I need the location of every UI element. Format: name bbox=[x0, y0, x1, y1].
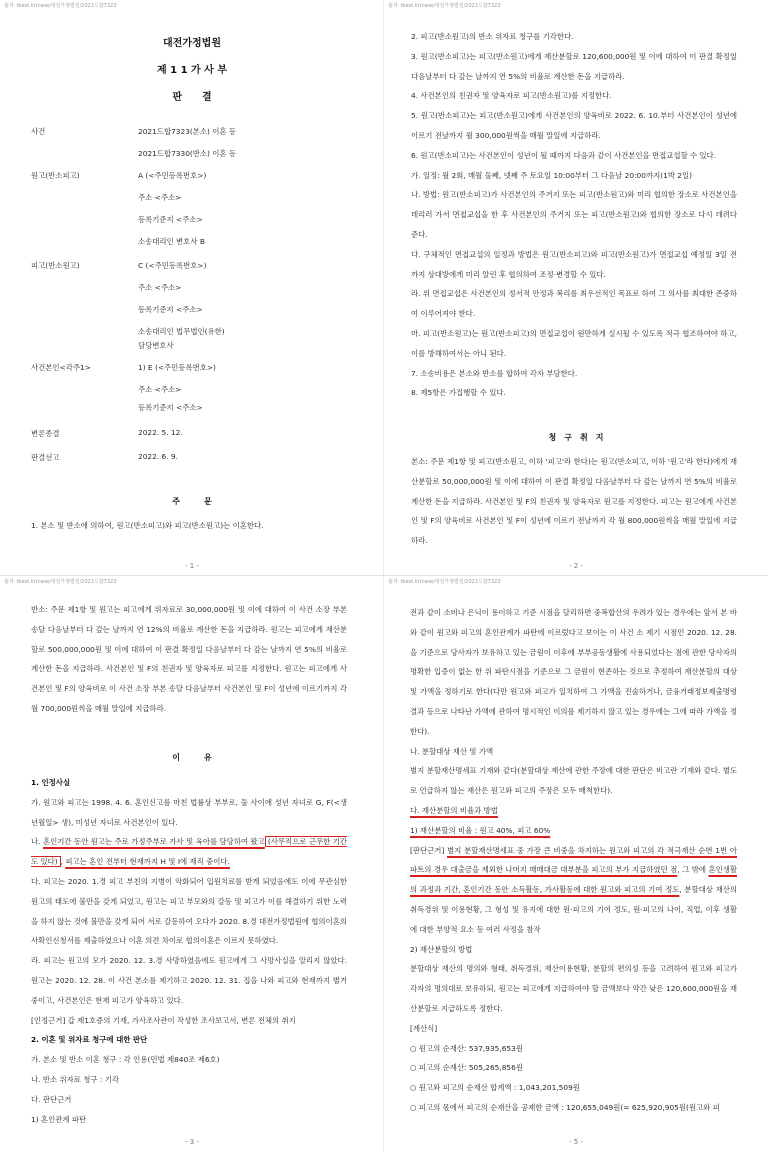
divorce-sub1: 1) 혼인관계 파탄 bbox=[31, 1114, 87, 1124]
reason-highlight-1: 별지 분할재산명세표 중 가장 큰 비중을 차지하는 원고와 피고의 각 적극재산 순번 1번 아파트의 경우 대출금을 제외한 나머지 매매대금 대부분을 피고의 부가 지급하였던 점 bbox=[410, 845, 737, 875]
heading-ratio bbox=[410, 801, 737, 821]
reason-prefix: [판단근거] bbox=[410, 845, 448, 855]
plaintiff-registration: 등록기준지 <주소> bbox=[138, 215, 203, 224]
assets-text: 별지 분할재산명세표 기재와 같다(분할대상 재산에 관한 주장에 대한 판단은 비고란 기재와 같다. 별도로 언급하지 않는 재산은 원고와 피고의 주장은 모두 배척한다). bbox=[410, 766, 737, 796]
judgment-date: 2022. 6. 9. bbox=[138, 452, 178, 461]
section-reason: 이 유 bbox=[172, 753, 212, 762]
order-item-7: 7. 소송비용은 본소와 반소를 합하여 각자 부담한다. bbox=[411, 368, 578, 378]
order-item-6-ma: 마. 피고(반소원고)는 원고(반소피고)의 면접교섭이 원만하게 실시될 수 있도록 적극 협조하여야 하고, 이를 방해하여서는 아니 된다. bbox=[411, 328, 737, 358]
claim-paragraph: 본소: 주문 제1항 및 피고(반소원고, 이하 '피고'라 한다)는 원고(반소피고, 이하 '원고'라 한다)에게 재산분할로 50,000,000원 및 이에 대하여 이 판결 확정일 다음날부터 다 갚는 날까지 연 5%의 비율로 계산한 돈을 지급하라. 사건본인 및 F의 친권자 및 양육자로 원고를 지정한다. 피고는 원고에게 사건본인 및 F의 양육비로 사건본인 및 F이 성년에 이르기 전날까지 각 월 800,000원씩을 매월 말일에 지급하라. bbox=[411, 457, 737, 546]
close-date: 2022. 5. 12. bbox=[138, 428, 183, 437]
section-claim: 청 구 취 지 bbox=[548, 433, 604, 442]
heading-divorce: 2. 이혼 및 위자료 청구에 대한 판단 bbox=[31, 1035, 148, 1045]
page-header: 출처: Ibest.kr/case/대전가정법원/2021드합7323 bbox=[4, 3, 117, 9]
reason-suffix: , 분할대상 재산의 취득경위 및 이용현황, 그 형성 및 유지에 대한 원·피고의 기여 정도, 원·피고의 나이, 직업, 이후 생활에 대한 부양적 요소 등 여러 사정을 참작 bbox=[410, 885, 737, 934]
claim-text bbox=[411, 452, 737, 551]
divorce-da: 다. 판단근거 bbox=[31, 1094, 72, 1104]
document-type: 판 결 bbox=[172, 92, 212, 103]
page-number: - 5 - bbox=[569, 1138, 583, 1146]
person-name: 1) E (<주민등록번호>) bbox=[138, 363, 216, 372]
fact-da: 다. 피고는 2020. 1.경 피고 부친의 지병이 악화되어 입원치료를 받게 되었음에도 이에 무관심한 원고의 태도에 불만을 갖게 되었고, 원고는 피고 부모와의 갈등 및 피고가 이를 해결하기 위한 노력을 하지 않는 것에 불만을 갖게 되어 서로 갈등하여 오다가 2020. 8.경 대전가정법원에 협의이혼의사확인신청서를 제출하였으나 이혼 의견 차이로 협의이혼은 이르지 못하였다. bbox=[31, 876, 347, 946]
divorce-na: 나. 반소 위자료 청구 : 기각 bbox=[31, 1074, 119, 1084]
order-item-6-da: 다. 구체적인 면접교섭의 일정과 방법은 원고(반소피고)와 피고(반소원고)가 면접교섭 예정일 3일 전까지 상대방에게 미리 알린 후 협의하여 조정·변경할 수 있다. bbox=[411, 249, 737, 279]
page-header: 출처: Ibest.kr/case/대전가정법원/2021드합7323 bbox=[4, 579, 117, 585]
ratio-line bbox=[410, 821, 737, 841]
order-list bbox=[411, 27, 737, 403]
reason-mid: , 그 밖에 bbox=[677, 865, 709, 875]
page-number: - 1 - bbox=[185, 562, 199, 570]
court-name: 대전가정법원 bbox=[163, 38, 221, 49]
fact-na bbox=[31, 832, 347, 872]
order-item-6-na: 나. 방법: 원고(반소피고)가 사건본인의 주거지 또는 피고(반소원고)와 미리 협의한 장소로 사건본인을 데리러 가서 면접교섭을 한 후 사건본인의 주거지 또는 피고(반소원고)와 협의한 장소로 다시 데려다준다. bbox=[411, 190, 737, 239]
defendant-name: C (<주민등록번호>) bbox=[138, 261, 207, 270]
ratio-reason bbox=[410, 841, 737, 940]
fact-na-highlight-1: 혼인기간 동안 원고는 주로 가정주부로 가사 및 육아를 담당하여 왔고 bbox=[42, 837, 265, 847]
page-2 bbox=[384, 0, 768, 576]
heading-method: 2) 재산분할의 방법 bbox=[410, 944, 473, 954]
calc-line-1: ○ 원고의 순재산: 537,935,653원 bbox=[410, 1043, 523, 1053]
order-item-8: 8. 제5항은 가집행할 수 있다. bbox=[411, 388, 506, 398]
page-divider-vertical bbox=[383, 0, 384, 1152]
close-label: 변론종결 bbox=[31, 429, 60, 438]
fact-ra: 라. 피고는 원고의 모가 2020. 12. 3.경 사망하였음에도 원고에게 그 사망사실을 알리지 않았다. 원고는 2020. 12. 28. 이 사건 본소를 제기하고 2020. 12. 31. 집을 나와 피고와 현재까지 별거 중이고, 사건본인은 현재 피고가 양육하고 있다. bbox=[31, 956, 347, 1005]
fact-ga: 가. 원고와 피고는 1998. 4. 6. 혼인신고를 마친 법률상 부부로, 둘 사이에 성년 자녀로 G, F(<생년월일> 생), 미성년 자녀로 사건본인이 있다. bbox=[31, 797, 347, 827]
order-item-1: 1. 본소 및 반소에 의하여, 원고(반소피고)와 피고(반소원고)는 이혼한다. bbox=[31, 521, 264, 530]
plaintiff-name: A (<주민등록번호>) bbox=[138, 171, 207, 180]
person-label: 사건본인<각주1> bbox=[31, 363, 91, 372]
case-number-main: 2021드합7323(본소) 이혼 등 bbox=[138, 127, 237, 136]
person-address: 주소 <주소> bbox=[138, 385, 182, 394]
page-1 bbox=[0, 0, 384, 576]
calc-heading: [계산식] bbox=[410, 1023, 438, 1033]
divorce-ga: 가. 본소 및 반소 이혼 청구 : 각 인용(민법 제840조 제6호) bbox=[31, 1055, 220, 1065]
fact-na-mid: , bbox=[60, 857, 66, 867]
division-name: 제 1 1 가 사 부 bbox=[157, 65, 227, 76]
defendant-attorney: 담당변호사 bbox=[138, 341, 174, 350]
counter-claim-paragraph: 반소: 주문 제1항 및 원고는 피고에게 위자료로 30,000,000원 및 이에 대하여 이 사건 소장 부본 송달 다음날부터 다 갚는 날까지 연 12%의 비율로 계산한 돈을 지급하라. 원고는 피고에게 재산분할로 500,000,000원 및 이에 대하여 이 판결 확정일 다음날부터 다 갚는 날까지 연 5%의 비율로 계산한 돈을 지급하라. 사건본인 및 F의 친권자 및 양육자로 피고를 지정한다. 원고는 피고에게 사건본인 및 F의 양육비로 이 사건 소장 부본 송달 다음날부터 사건본인 및 F이 성년에 이르기까지 각 월 700,000원씩을 매월 말일에 지급하라. bbox=[31, 605, 347, 713]
heading-assets: 나. 분할대상 재산 및 가액 bbox=[410, 746, 494, 756]
defendant-representative: 소송대리인 법무법인(유한) bbox=[138, 327, 225, 336]
defendant-label: 피고(반소원고) bbox=[31, 261, 80, 270]
page-divider-horizontal bbox=[0, 575, 768, 576]
plaintiff-representative: 소송대리인 변호사 B bbox=[138, 237, 205, 246]
reason-text bbox=[31, 773, 347, 1129]
order-item-6-ra: 라. 위 면접교섭은 사건본인의 정서적 안정과 복리를 최우선적인 목표로 하여 그 의사를 최대한 존중하여 이루어져야 한다. bbox=[411, 289, 737, 319]
order-item-2: 2. 피고(반소원고)의 반소 위자료 청구를 기각한다. bbox=[411, 32, 574, 41]
order-item-3: 3. 원고(반소피고)는 피고(반소원고)에게 재산분할로 120,600,000원 및 이에 대하여 이 판결 확정일 다음날부터 다 갚는 날까지 연 5%의 비율로 계산한 돈을 지급하라. bbox=[411, 51, 737, 81]
heading-ratio-text: 다. 재산분할의 비율과 방법 bbox=[410, 805, 498, 815]
page-header: 출처: Ibest.kr/case/대전가정법원/2021드합7323 bbox=[388, 579, 501, 585]
ratio-text: 1) 재산분할의 비율 : 원고 40%, 피고 60% bbox=[410, 825, 551, 835]
order-item-6-ga: 가. 일정: 월 2회, 매월 둘째, 넷째 주 토요일 10:00부터 그 다음날 20:00까지(1박 2일) bbox=[411, 170, 693, 180]
calc-line-3: ○ 원고와 피고의 순재산 합계액 : 1,043,201,509원 bbox=[410, 1083, 580, 1093]
counter-claim bbox=[31, 600, 347, 719]
judgment-label: 판결선고 bbox=[31, 453, 60, 462]
calc-line-2: ○ 피고의 순재산: 505,265,856원 bbox=[410, 1063, 523, 1073]
order-item-5: 5. 원고(반소피고)는 피고(반소원고)에게 사건본인의 양육비로 2022. 6. 10.부터 사건본인이 성년에 이르기 전날까지 월 300,000원씩을 매월 말일에 지급하라. bbox=[411, 111, 737, 140]
fact-na-prefix: 나. bbox=[31, 837, 43, 847]
page-number: - 3 - bbox=[185, 1138, 199, 1146]
section-order: 주 문 bbox=[172, 497, 212, 506]
reason-highlight-2: 혼인생활의 과정과 기간, 혼인기간 동안 소득활동, 가사활동에 대한 원고와 피고의 기여 정도 bbox=[410, 865, 737, 895]
intro-paragraph: 전과 같이 소비나 은닉이 용이하고 기준 시점을 달리하면 중복합산의 우려가 있는 경우에는 앞서 본 바와 같이 원고와 피고의 혼인관계가 파탄에 이르렀다고 보이는 이 사건 소 제기 시점인 2020. 12. 28.을 기준으로 당사자가 보유하고 있는 금원이 이후에 부부공동생활에 사용되었다는 점에 관한 당사자의 명확한 입증이 없는 한 위 파탄시점을 기준으로 그 금원이 현존하는 것으로 추정하여 재산분할의 대상 및 가액을 정하기로 한다(다만 원고와 피고가 일치하여 그 가액을 진술하거나, 금융거래정보제출명령 결과 등으로 나타난 가액에 관하여 명시적인 이의를 제기하지 않고 있는 경우에는 그에 따라 가액을 정한다). bbox=[410, 608, 737, 736]
method-text: 분할대상 재산의 명의와 형태, 취득경위, 재산이용현황, 분할의 편의성 등을 고려하여 원고와 피고가 각자의 명의대로 보유하되, 원고는 피고에게 지급하여야 할 금액보다 약간 낮은 120,600,000원을 재산분할로 지급하도록 정한다. bbox=[410, 964, 737, 1013]
page-number: - 2 - bbox=[569, 562, 583, 570]
fact-basis: [인정근거] 갑 제1호증의 기재, 가사조사관이 작성한 조사보고서, 변론 전체의 취지 bbox=[31, 1015, 296, 1025]
page-5 bbox=[384, 576, 768, 1152]
fact-na-boxed: (사무직으로 근무한 기간도 있다) bbox=[31, 837, 347, 867]
heading-facts: 1. 인정사실 bbox=[31, 778, 71, 787]
fact-na-highlight-2: 피고는 혼인 전부터 현재까지 H 및 I에 재직 중이다. bbox=[65, 857, 230, 867]
defendant-address: 주소 <주소> bbox=[138, 283, 182, 292]
order-item-6: 6. 원고(반소피고)는 사건본인이 성년이 될 때까지 다음과 같이 사건본인을 면접교섭할 수 있다. bbox=[411, 150, 717, 160]
order-item-4: 4. 사건본인의 친권자 및 양육자로 피고(반소원고)를 지정한다. bbox=[411, 91, 612, 101]
calc-line-4: ○ 피고의 몫에서 피고의 순재산을 공제한 금액 : 120,655,049원(= 625,920,905원(원고와 피 bbox=[410, 1102, 720, 1112]
property-text bbox=[410, 603, 737, 1118]
defendant-registration: 등록기준지 <주소> bbox=[138, 305, 203, 314]
case-label: 사건 bbox=[31, 127, 46, 136]
person-registration: 등록기준지 <주소> bbox=[138, 403, 203, 412]
page-3 bbox=[0, 576, 384, 1152]
case-number-counter: 2021드합7330(반소) 이혼 등 bbox=[138, 149, 237, 158]
page-header: 출처: Ibest.kr/case/대전가정법원/2021드합7323 bbox=[388, 3, 501, 9]
plaintiff-address: 주소 <주소> bbox=[138, 193, 182, 202]
plaintiff-label: 원고(반소피고) bbox=[31, 171, 80, 180]
